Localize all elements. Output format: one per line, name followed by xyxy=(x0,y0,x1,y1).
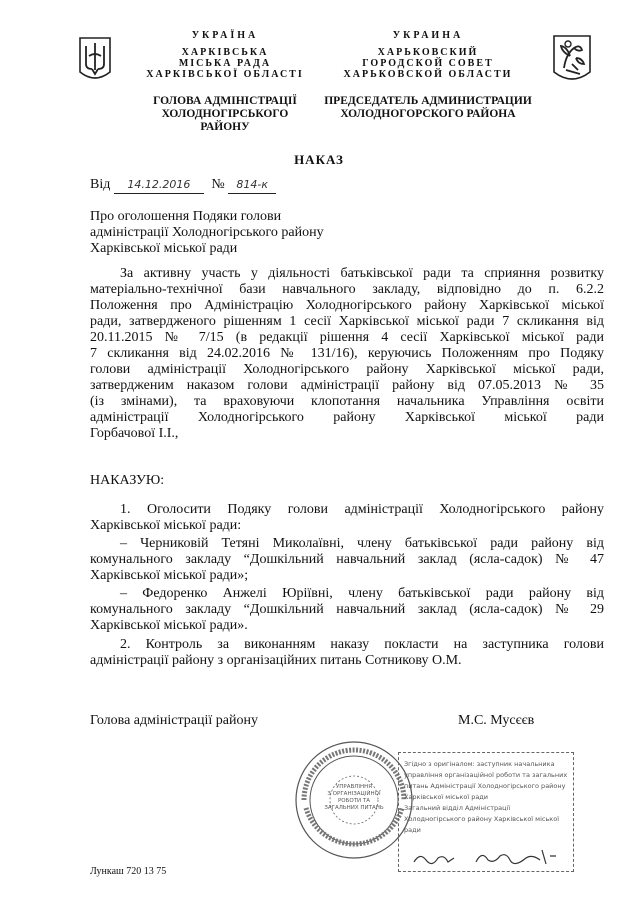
date-prefix: Від xyxy=(90,177,111,192)
preamble-line: Положення про Адміністрацію Холодногірського району Харківської міської xyxy=(90,298,604,313)
country-ru: УКРАИНА xyxy=(392,30,464,41)
preamble-line: (із змінами), та враховуючи клопотання начальника Управління освіти xyxy=(90,394,604,409)
seal-line: УПРАВЛІННЯ xyxy=(335,784,373,790)
footer-contact: Лункаш 720 13 75 xyxy=(90,866,167,877)
signature-name: М.С. Мусєєв xyxy=(458,713,535,728)
item2-line: адміністрації району з організаційних питань Сотникову О.М. xyxy=(90,653,462,668)
number-prefix: № xyxy=(211,177,225,192)
item1-line: 1. Оголосити Подяку голови адміністрації Холодногірського району xyxy=(120,502,604,517)
head-line-2: ХОЛОДНОГІРСЬКОГО РАЙОНУ xyxy=(161,108,289,133)
council-ru-line-3: ХАРЬКОВСКОЙ ОБЛАСТИ xyxy=(343,69,513,80)
order-item-1 xyxy=(90,502,604,534)
item1-line: Харківської міської ради: xyxy=(90,518,242,533)
recipient2-line: комунального закладу “Дошкільний навчальний заклад (ясла-садок) № 29 xyxy=(90,602,604,617)
recipient2-line: – Федоренко Анжелі Юріївні, члену батьківської ради району від xyxy=(120,586,604,601)
date-value: 14.12.2016 xyxy=(127,178,191,191)
recipient1-line: – Черниковій Тетяні Миколаївні, члену батьківської ради району від xyxy=(120,536,604,551)
head-ru-line-1: ПРЕДСЕДАТЕЛЬ АДМИНИСТРАЦИИ xyxy=(324,95,532,107)
preamble-line: адміністрації Холодногірського району Харківської міської ради xyxy=(90,410,604,425)
preamble-line: 7 скликання від 24.02.2016 № 131/16), керуючись Положенням про Подяку xyxy=(90,346,604,361)
recipient2-line: Харківської міської ради». xyxy=(90,618,248,633)
city-coat-of-arms-icon xyxy=(552,34,592,86)
item2-line: 2. Контроль за виконанням наказу покласти на заступника голови xyxy=(120,637,604,652)
number-value: 814-к xyxy=(236,178,269,191)
country-ua: УКРАЇНА xyxy=(191,30,259,41)
preamble-line: За активну участь у діяльності батьківської ради та сприяння розвитку xyxy=(120,266,604,281)
stamp-line: питань Адміністрації Холодногірського району xyxy=(404,782,566,790)
stamp-line: Загальний відділ Адміністрації xyxy=(404,804,511,812)
stamp-line: Холодногірського району Харківської міської ради xyxy=(404,815,559,834)
recipient-1 xyxy=(90,536,604,584)
stamp-line: Харківської міської ради xyxy=(404,793,489,801)
council-ru-line-2: ГОРОДСКОЙ СОВЕТ xyxy=(362,58,494,69)
stamp-line: управління організаційної роботи та загальних xyxy=(404,771,568,779)
header-left xyxy=(140,30,310,134)
subject-line: Про оголошення Подяки голови xyxy=(90,209,282,224)
recipient1-line: Харківської міської ради»; xyxy=(90,568,249,583)
date-number-line xyxy=(90,177,390,194)
seal-line: ЗАГАЛЬНИХ ПИТАНЬ xyxy=(324,805,384,811)
number-field xyxy=(228,177,276,194)
preamble-line: ради, затвердженого рішенням 1 сесії Харківської міської ради 7 скликання від xyxy=(90,314,604,329)
council-line-3: ХАРКІВСЬКОЇ ОБЛАСТІ xyxy=(146,69,304,80)
preamble xyxy=(90,266,604,442)
recipient-2 xyxy=(90,586,604,634)
preamble-line: Горбачової І.І., xyxy=(90,426,179,441)
council-line-2: МІСЬКА РАДА xyxy=(178,58,272,69)
document-title: НАКАЗ xyxy=(294,152,344,167)
preamble-line: затвердженим наказом голови адміністрації району від 07.05.2013 № 35 xyxy=(90,378,604,393)
head-line-1: ГОЛОВА АДМІНІСТРАЦІЇ xyxy=(153,95,297,107)
handwritten-signature-icon xyxy=(410,846,570,868)
preamble-line: матеріально-технічної бази навчального закладу, відповідно до п. 6.2.2 xyxy=(90,282,604,297)
subject xyxy=(90,209,410,257)
recipient1-line: комунального закладу “Дошкільний навчальний заклад (ясла-садок) № 47 xyxy=(90,552,604,567)
order-word: НАКАЗУЮ: xyxy=(90,473,165,488)
seal-line: РОБОТИ ТА xyxy=(337,798,371,804)
council-ru-line-1: ХАРЬКОВСКИЙ xyxy=(377,47,479,58)
head-ru-line-2: ХОЛОДНОГОРСКОГО РАЙОНА xyxy=(340,108,516,120)
round-seal-text xyxy=(322,784,386,812)
preamble-line: 20.11.2015 № 7/15 (в редакції рішення 4 сесії Харківської міської ради xyxy=(90,330,604,345)
subject-line: адміністрації Холодногірського району xyxy=(90,225,324,240)
date-field xyxy=(114,177,204,194)
trident-emblem-icon xyxy=(78,36,112,84)
header-right xyxy=(318,30,538,121)
subject-line: Харківської міської ради xyxy=(90,241,238,256)
order-item-2 xyxy=(90,637,604,669)
preamble-line: голови адміністрації Холодногірського району Харківської міської ради, xyxy=(90,362,604,377)
council-line-1: ХАРКІВСЬКА xyxy=(181,47,269,58)
signature-title: Голова адміністрації району xyxy=(90,713,258,728)
seal-line: З ОРГАНІЗАЦІЙНОЇ xyxy=(327,791,381,797)
stamp-line: Згідно з оригіналом: заступник начальника xyxy=(404,760,555,768)
